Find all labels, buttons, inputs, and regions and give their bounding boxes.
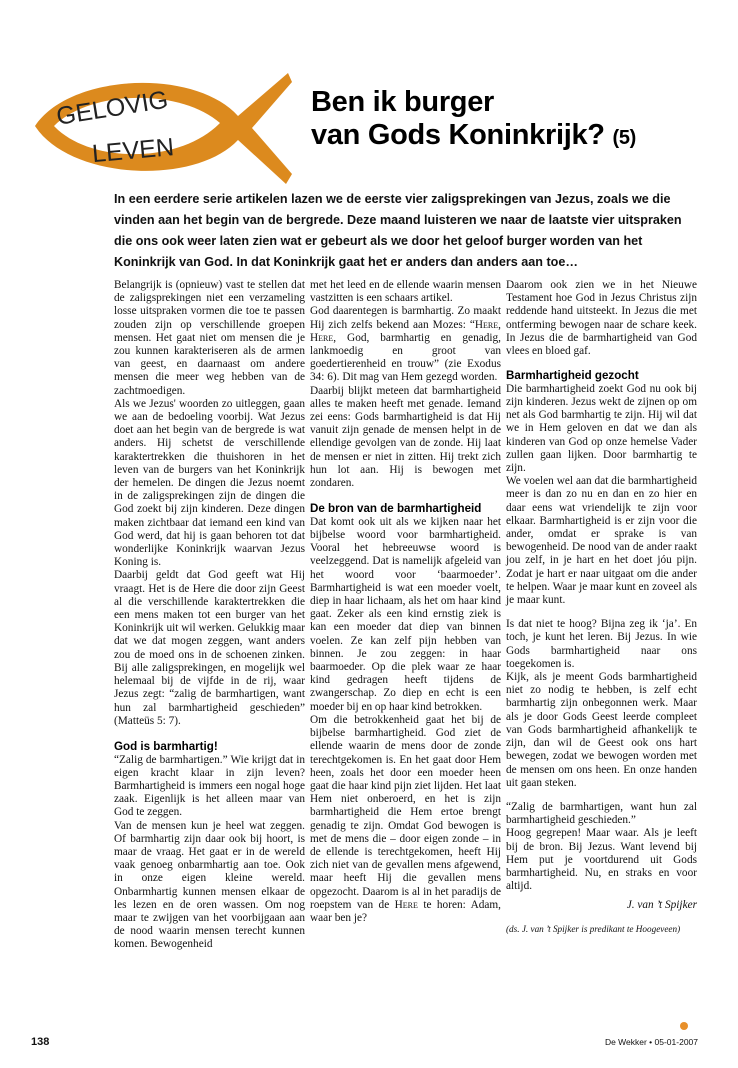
column-2	[310, 279, 501, 925]
paragraph: “Zalig de barmhartigen, want hun zal barmhartigheid geschieden.”	[506, 800, 697, 827]
paragraph: Is dat niet te hoog? Bijna zeg ik ‘ja’. En toch, je kunt het leren. Bij Jezus. In wie Gods barmhartigheid naar ons toegekomen is.	[506, 618, 697, 670]
title-line-1: Ben ik burger	[311, 86, 495, 118]
paragraph: God daarentegen is barmhartig. Zo maakt Hij zich zelfs bekend aan Mozes: “Here, Here, God, barmhartig en genadig, lankmoedig en groot van goedertierenheid en trouw” (zie Exodus 34: 6). Dit mag van Hem gezegd worden.	[310, 305, 501, 384]
paragraph: met het leed en de ellende waarin mensen vastzitten is een schaars artikel.	[310, 279, 501, 305]
paragraph: Belangrijk is (opnieuw) vast te stellen dat de zaligsprekingen niet een verzameling losse uitspraken vormen die toe te passen zouden zijn op verschillende groepen mensen. Het gaat niet om mensen die je zou kunnen karakteriseren als de armen van geest, en daarnaast om andere mensen die meer weg hebben van de zachtmoedigen.	[114, 279, 305, 397]
logo-word-1: GELOVIG	[54, 85, 170, 131]
author-signature: J. van ’t Spijker	[626, 899, 697, 912]
paragraph: Als we Jezus' woorden zo uitleggen, gaan we aan de bedoeling voorbij. Wat Jezus doet aan het begin van de bergrede is wat anders. Hij schetst de verschillende karaktertrekken die thuishoren in het leven van de burgers van het Koninkrijk der hemelen. De dingen die Jezus noemt in de zaligsprekingen zijn de dingen die God zoekt bij zijn kinderen. Deze dingen maken zichtbaar dat iemand een kind van God werd, dat hij is gaan behoren tot dat wonderlijke Koninkrijk waarvan Jezus Koning is.	[114, 397, 305, 569]
gelovig-leven-logo	[30, 68, 292, 188]
author-note: (ds. J. van ’t Spijker is predikant te Hoogeveen)	[506, 923, 681, 934]
paragraph: Dat komt ook uit als we kijken naar het bijbelse woord voor barmhartigheid. Vooral het hebreeuwse woord is veelzeggend. Dat is namelijk afgeleid van het woord voor ‘baarmoeder’. Barmhartigheid is wat een moeder voelt, diep in haar lichaam, als het om haar kind gaat. Zeker als een kind ernstig ziek is kan een moeder dat diep van binnen voelen. Ze kan zelf pijn hebben van binnen. Je zou zeggen: in haar baarmoeder. Op die plek waar ze haar kind gedragen heeft tijdens de zwangerschap. Zo diep en echt is een moeder bij en op haar kind betrokken.	[310, 515, 501, 713]
paragraph: We voelen wel aan dat die barmhartigheid meer is dan zo nu en dan en zo hier en daar eens wat vriendelijk te zijn voor elkaar. Barmhartigheid is er zijn voor die ander, omdat er sprake is van bewogenheid. De nood van de ander raakt jou zelf, in je hart en het doet jóu pijn. Zodat je hart er naar uitgaat om die ander te helpen. Waar je maar kunt en zoveel als je maar kunt.	[506, 475, 697, 607]
subheading: De bron van de barmhartigheid	[310, 502, 482, 516]
publication-footer: De Wekker • 05-01-2007	[604, 1037, 698, 1047]
column-1	[114, 279, 305, 952]
paragraph: Daarbij blijkt meteen dat barmhartigheid alles te maken heeft met genade. Iemand zei eens: Gods barmhartigheid is dat Hij vanuit zijn genade de mensen helpt in de ellendige gevolgen van de zonde. Hij laat de mensen er niet in zitten. Hij trekt zich hun lot aan. Hij is bewogen met zondaren.	[310, 384, 501, 490]
article-title	[311, 86, 711, 155]
logo-word-2: LEVEN	[90, 133, 176, 169]
paragraph: Daarbij geldt dat God geeft wat Hij vraagt. Het is de Here die door zijn Geest al die verschillende karaktertrekken die een mens maken tot een burger van het Koninkrijk uit wil werken. Gelukkig maar dat we dat mogen zeggen, want anders zou de moed ons in de schoenen zinken. Bij alle zaligsprekingen, en mogelijk wel helemaal bij de vijfde in de rij, waar Jezus zegt: “zalig de barmhartigen, want hun zal barmhartigheid geschieden” (Matteüs 5: 7).	[114, 569, 305, 727]
paragraph: Daarom ook zien we in het Nieuwe Testament hoe God in Jezus Christus zijn reddende hand uitsteekt. In Jezus die met ontferming bewogen naar de schare keek. In Jezus die de barmhartigheid van God vlees en bloed gaf.	[506, 279, 697, 358]
title-line-2: van Gods Koninkrijk?	[311, 119, 605, 151]
paragraph: Hoog gegrepen! Maar waar. Als je leeft bij de bron. Bij Jezus. Want levend bij Hem put je voortdurend uit Gods barmhartigheid. Nu, en straks en voor altijd.	[506, 827, 697, 893]
subheading: God is barmhartig!	[114, 739, 218, 753]
paragraph: Kijk, als je meent Gods barmhartigheid niet zo nodig te hebben, is zelf echt barmhartig zijn onbegonnen werk. Maar als je door Gods Geest leerde compleet van Gods barmhartigheid afhankelijk te zijn, dan wil de Geest ook ons hart bewegen, zodat we bewogen worden met de mensen om ons heen. En onze handen uit gaan steken.	[506, 671, 697, 789]
article-intro: In een eerdere serie artikelen lazen we de eerste vier zaligsprekingen van Jezus, zoals we die vinden aan het begin van de bergrede. Deze maand luisteren we naar de laatste vier uitspraken die ons ook weer laten zien wat er gebeurt als we door het geloof burger worden van het Koninkrijk van God. In dat Koninkrijk gaat het er anders dan anders aan toe…	[114, 192, 682, 269]
end-mark-icon	[680, 1022, 688, 1030]
fish-icon	[30, 68, 292, 188]
page-number: 138	[31, 1036, 50, 1048]
paragraph: Om die betrokkenheid gaat het bij de bijbelse barmhartigheid. God ziet de ellende waarin de mens door de zonde terechtgekomen is. En het gaat door Hem heen, zoals het door een moeder heen gaat die haar kind pijn ziet lijden. Het laat Hem niet onberoerd, en het is zijn barmhartigheid die Hem ertoe brengt genadig te zijn. Omdat God bewogen is met de mens die – door eigen zonde – in de ellende is terechtgekomen, heeft Hij zich niet van de gevallen mens afgewend, maar heeft Hij die gevallen mens opgezocht. Daarom is al in het paradijs de roepstem van de Here te horen: Adam, waar ben je?	[310, 713, 501, 924]
subheading: Barmhartigheid gezocht	[506, 369, 639, 383]
paragraph: Die barmhartigheid zoekt God nu ook bij zijn kinderen. Jezus wekt de zijnen op om net als God barmhartig te zijn. Hij wil dat we in Hem geloven en dat we dan als kinderen van God op onze hemelse Vader zullen gaan lijken. Door barmhartig te zijn.	[506, 382, 697, 475]
title-part-number: (5)	[612, 127, 637, 149]
column-3	[506, 279, 697, 935]
paragraph: Van de mensen kun je heel wat zeggen. Of barmhartig zijn daar ook bij hoort, is maar de vraag. Het gaat er in de wereld vaak genoeg onbarmhartig aan toe. Ook in onze eigen kleine wereld. Onbarmhartig kunnen mensen elkaar de les lezen en de oren wassen. Om nog maar te zwijgen van het voorbijgaan aan de nood waarin mensen terecht kunnen komen. Bewogenheid	[114, 819, 305, 951]
paragraph: “Zalig de barmhartigen.” Wie krijgt dat in eigen kracht klaar in zijn leven? Barmhartigheid is immers een nogal hoge zaak. Eigenlijk is het alleen maar van God te zeggen.	[114, 753, 305, 819]
